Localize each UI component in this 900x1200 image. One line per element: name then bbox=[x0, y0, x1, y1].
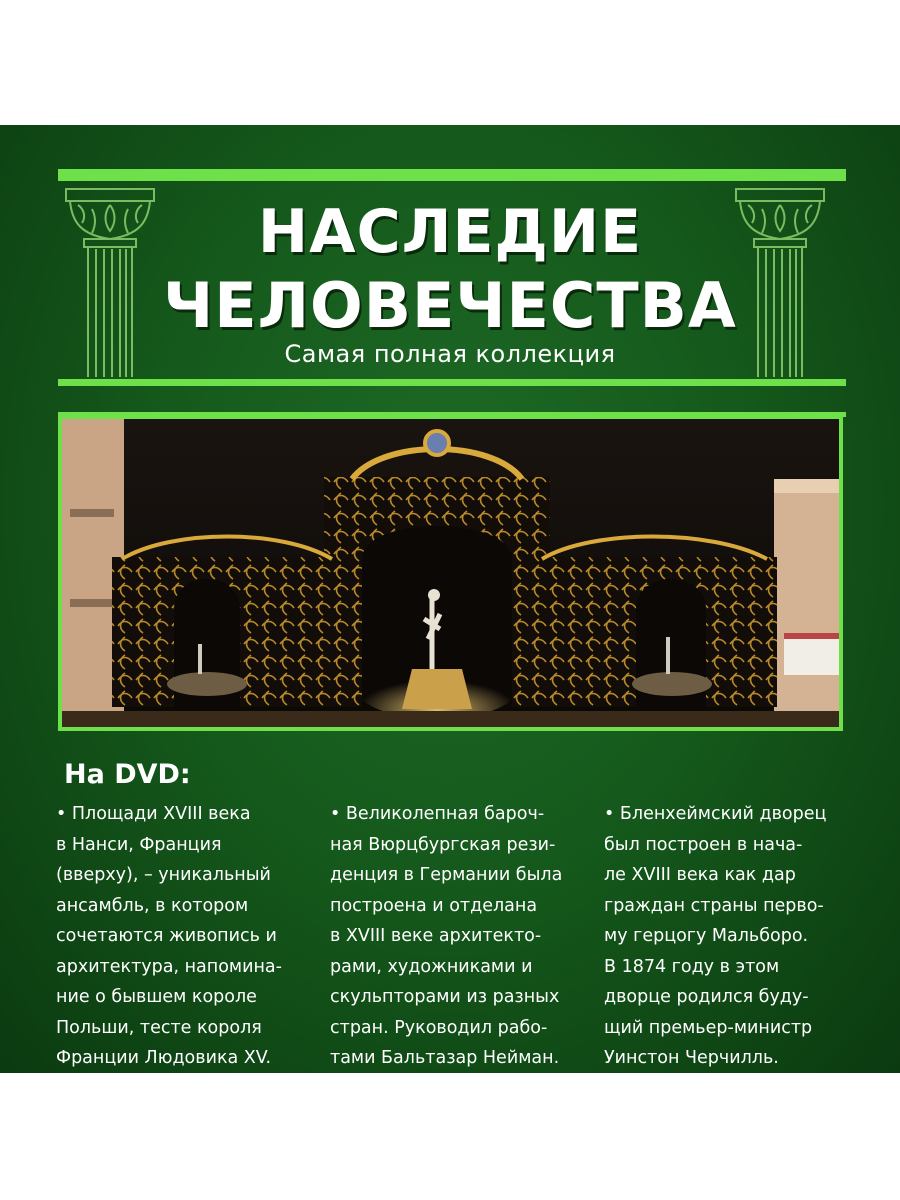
dvd-heading: На DVD: bbox=[64, 759, 191, 790]
text-line: тами Бальтазар Нейман. bbox=[330, 1048, 560, 1068]
title-line-1: НАСЛЕДИЕ bbox=[257, 197, 643, 267]
cover-panel bbox=[0, 125, 900, 1073]
dvd-column-2 bbox=[330, 799, 580, 1073]
text-line: денция в Германии была bbox=[330, 865, 563, 885]
text-line: скульпторами из разных bbox=[330, 987, 560, 1007]
text-line: Франции Людовика XV. bbox=[56, 1048, 272, 1068]
text-line: был построен в нача- bbox=[604, 834, 803, 855]
text-line: му герцогу Мальборо. bbox=[604, 926, 809, 946]
title-line-2: ЧЕЛОВЕЧЕСТВА bbox=[163, 269, 737, 342]
text-line: ная Вюрцбургская рези- bbox=[330, 834, 556, 855]
text-line: ансамбль, в котором bbox=[56, 895, 249, 916]
ornate-gate-fountain-photo-icon bbox=[62, 419, 839, 727]
text-line: В 1874 году в этом bbox=[604, 956, 780, 977]
text-line: • Бленхеймский дворец bbox=[604, 804, 827, 824]
subtitle: Самая полная коллекция bbox=[284, 340, 616, 368]
text-line: (вверху), – уникальный bbox=[56, 865, 271, 885]
text-line: в Нанси, Франция bbox=[56, 834, 222, 855]
mid-divider-bar bbox=[58, 379, 846, 386]
text-line: • Площади XVIII века bbox=[56, 804, 251, 824]
text-line: рами, художниками и bbox=[330, 956, 533, 977]
text-line: архитектура, напомина- bbox=[56, 956, 282, 977]
top-divider-bar bbox=[58, 169, 846, 181]
text-line: Уинстон Черчилль. bbox=[604, 1048, 779, 1068]
dvd-column-1 bbox=[56, 799, 306, 1073]
text-line: ние о бывшем короле bbox=[56, 987, 257, 1007]
dvd-column-3 bbox=[604, 799, 854, 1073]
text-line: сочетаются живопись и bbox=[56, 926, 277, 946]
text-line: Польши, тесте короля bbox=[56, 1017, 262, 1038]
text-line: построена и отделана bbox=[330, 895, 538, 916]
text-line: граждан страны перво- bbox=[604, 895, 824, 916]
text-line: в XVIII веке архитекто- bbox=[330, 926, 542, 946]
text-line: дворце родился буду- bbox=[604, 987, 809, 1007]
text-line: стран. Руководил рабо- bbox=[330, 1017, 548, 1038]
photo-frame bbox=[58, 415, 843, 731]
text-line: ле XVIII века как дар bbox=[604, 865, 796, 885]
text-line: щий премьер-министр bbox=[604, 1017, 813, 1038]
text-line: • Великолепная бароч- bbox=[330, 804, 545, 824]
